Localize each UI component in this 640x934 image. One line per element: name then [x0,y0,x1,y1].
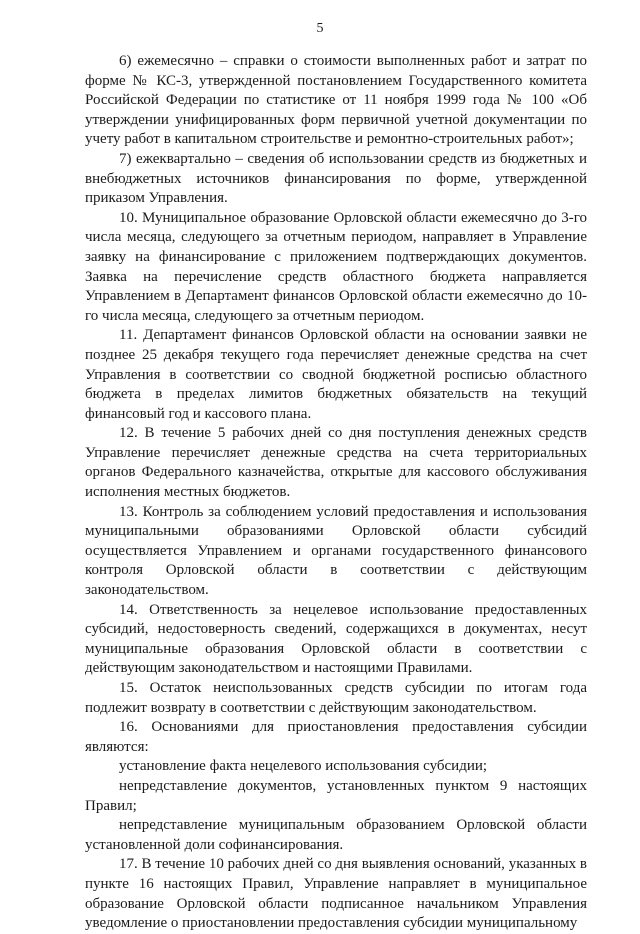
paragraph-10: 10. Муниципальное образование Орловской области ежемесячно до 3-го числа месяца, следующего за отчетным периодом, направляет в Управление заявку на финансирование с приложением подтверждающих документов. Заявка на перечисление средств областного бюджета направляется Управлением в Департамент финансов Орловской области ежемесячно до 10-го числа месяца, следующего за отчетным периодом. [85,209,587,324]
paragraph-16-ground-cofinancing: непредставление муниципальным образованием Орловской области установленной доли софинансирования. [85,817,587,853]
paragraph-item-6: 6) ежемесячно – справки о стоимости выполненных работ и затрат по форме № КС-3, утвержденной постановлением Государственного комитета Российской Федерации по статистике от 11 ноября 1999 года № 100 «Об утверждении унифицированных форм первичной учетной документации по учету работ в капитальном строительстве и ремонтно-строительных работ»; [85,53,587,148]
paragraph-14: 14. Ответственность за нецелевое использование предоставленных субсидий, недостоверность сведений, содержащихся в документах, несут муниципальные образования Орловской области в соответствии с действующим законодательством и настоящими Правилами. [85,601,587,677]
paragraph-13: 13. Контроль за соблюдением условий предоставления и использования муниципальными образованиями Орловской области субсидий осуществляется Управлением и органами государственного финансового контроля Орловской области в соответствии с действующим законодательством. [85,503,587,599]
paragraph-16-ground-misuse: установление факта нецелевого использования субсидии; [119,758,488,775]
paragraph-item-7: 7) ежеквартально – сведения об использовании средств из бюджетных и внебюджетных источников финансирования по форме, утвержденной приказом Управления. [85,150,587,207]
paragraph-16-ground-documents: непредставление документов, установленных пунктом 9 настоящих Правил; [85,777,587,814]
paragraph-16: 16. Основаниями для приостановления предоставления субсидии являются: [85,719,587,755]
paragraph-11: 11. Департамент финансов Орловской области на основании заявки не позднее 25 декабря текущего года перечисляет денежные средства на счет Управления в соответствии со сводной бюджетной росписью областного бюджета в пределах лимитов бюджетных обязательств на текущий финансовый год и кассового плана. [85,327,587,422]
paragraph-17: 17. В течение 10 рабочих дней со дня выявления оснований, указанных в пункте 16 настоящих Правил, Управление направляет в муниципальное образование Орловской области подписанное начальником Управления уведомление о приостановлении предоставления субсидии муниципальному [85,856,587,932]
document-body [85,52,587,934]
paragraph-12: 12. В течение 5 рабочих дней со дня поступления денежных средств Управление перечисляет денежные средства на счета территориальных органов Федерального казначейства, открытые для кассового обслуживания исполнения местных бюджетов. [85,425,587,501]
page-number: 5 [316,21,324,36]
paragraph-15: 15. Остаток неиспользованных средств субсидии по итогам года подлежит возврату в соответствии с действующим законодательством. [85,680,587,716]
